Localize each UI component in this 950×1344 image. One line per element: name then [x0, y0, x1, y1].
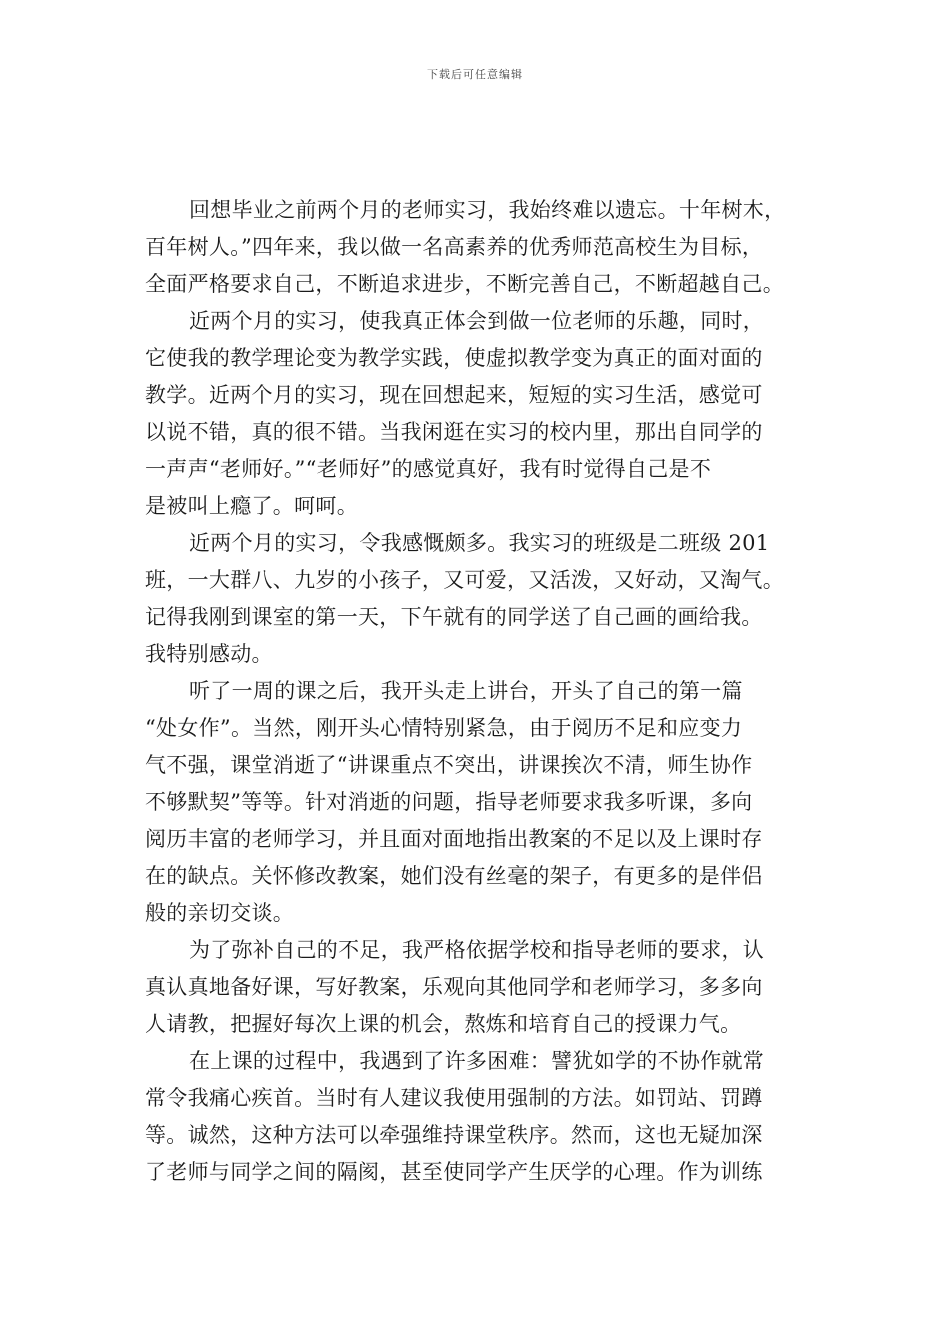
text-line: 般的亲切交谈。 — [145, 901, 295, 925]
text-line: 人请教，把握好每次上课的机会，熬炼和培育自己的授课力气。 — [145, 1012, 742, 1036]
text-line: 阅历丰富的老师学习，并且面对面地指出教案的不足以及上课时存 — [145, 827, 763, 851]
paragraph — [145, 1043, 825, 1191]
text-line: 在上课的过程中，我遇到了许多困难：譬犹如学的不协作就常 — [189, 1049, 765, 1073]
text-line: 以说不错，真的很不错。当我闲逛在实习的校内里，那出自同学的 — [145, 420, 763, 444]
text-line: 等。诚然，这种方法可以牵强维持课堂秩序。然而，这也无疑加深 — [145, 1123, 763, 1147]
paragraph — [145, 673, 825, 932]
page-header-note: 下载后可任意编辑 — [427, 68, 523, 81]
text-line: 近两个月的实习，令我感慨颇多。我实习的班级是二班级 201 — [189, 531, 770, 555]
text-line: 真认真地备好课，写好教案，乐观向其他同学和老师学习，多多向 — [145, 975, 763, 999]
text-line: 了老师与同学之间的隔阂，甚至使同学产生厌学的心理。作为训练 — [145, 1160, 763, 1184]
text-line: 近两个月的实习，使我真正体会到做一位老师的乐趣，同时， — [189, 309, 765, 333]
text-line: 它使我的教学理论变为教学实践，使虚拟教学变为真正的面对面的 — [145, 346, 763, 370]
text-line: 一声声“老师好。”“老师好”的感觉真好，我有时觉得自己是不 — [145, 457, 712, 481]
text-line: 百年树人。”四年来，我以做一名高素养的优秀师范高校生为目标， — [145, 235, 764, 259]
text-line: 听了一周的课之后，我开头走上讲台，开头了自己的第一篇 — [189, 679, 743, 703]
text-line: 回想毕业之前两个月的老师实习，我始终难以遗忘。十年树木， — [189, 198, 786, 222]
text-line: 教学。近两个月的实习，现在回想起来，短短的实习生活，感觉可 — [145, 383, 763, 407]
text-line: 记得我刚到课室的第一天，下午就有的同学送了自己画的画给我。 — [145, 605, 763, 629]
text-line: 班，一大群八、九岁的小孩子，又可爱，又活泼，又好动，又淘气。 — [145, 568, 784, 592]
paragraph — [145, 192, 825, 303]
text-line: “处女作”。当然，刚开头心情特别紧急，由于阅历不足和应变力 — [145, 716, 743, 740]
text-line: 不够默契”等等。针对消逝的问题，指导老师要求我多听课，多向 — [145, 790, 753, 814]
text-line: 我特别感动。 — [145, 642, 273, 666]
text-line: 全面严格要求自己，不断追求进步，不断完善自己，不断超越自己。 — [145, 272, 784, 296]
paragraph — [145, 303, 825, 525]
document-body — [145, 192, 825, 1191]
text-line: 为了弥补自己的不足，我严格依据学校和指导老师的要求，认 — [189, 938, 765, 962]
paragraph — [145, 932, 825, 1043]
text-line: 常令我痛心疾首。当时有人建议我使用强制的方法。如罚站、罚蹲 — [145, 1086, 763, 1110]
text-line: 气不强，课堂消逝了“讲课重点不突出，讲课挨次不清，师生协作 — [145, 753, 753, 777]
text-line: 是被叫上瘾了。呵呵。 — [145, 494, 358, 518]
text-line: 在的缺点。关怀修改教案，她们没有丝毫的架子，有更多的是伴侣 — [145, 864, 763, 888]
paragraph — [145, 525, 825, 673]
